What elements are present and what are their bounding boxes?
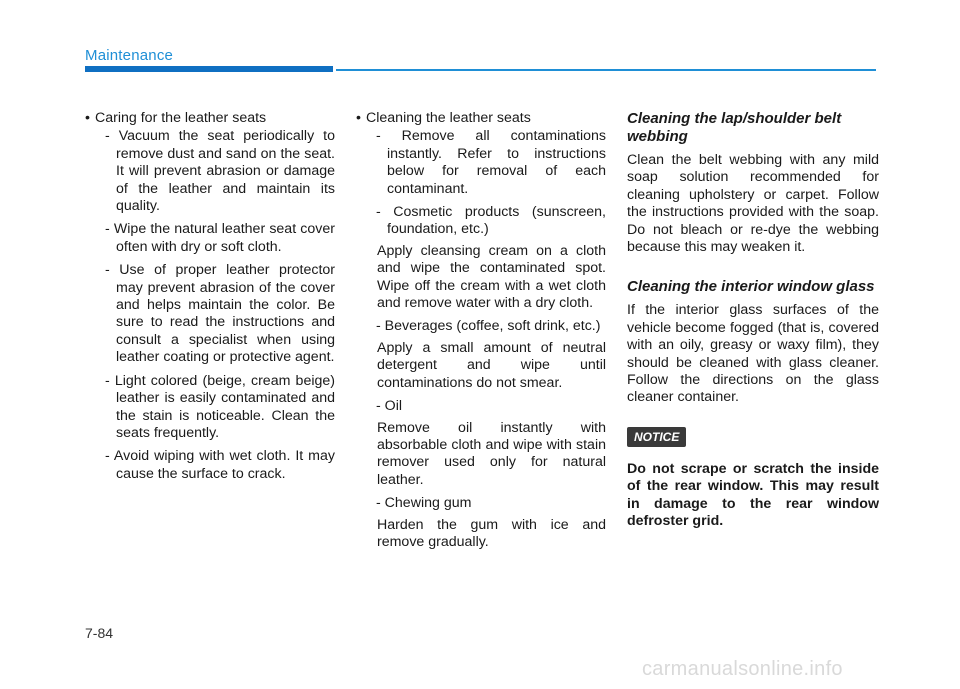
list-item: - Oil xyxy=(376,398,403,415)
list-item: - Remove all contaminations instantly. Refer to instructions below for removal of each contaminant. xyxy=(376,128,606,197)
notice-text: Do not scrape or scratch the inside of the rear window. This may result in damage to the rear window defroster grid. xyxy=(627,460,879,530)
column-leather-care xyxy=(85,110,335,489)
paragraph-glass: If the interior glass surfaces of the vehicle become fogged (that is, covered with an oily, greasy or waxy film), they should be cleaned with glass cleaner. Follow the directions on the glass cleaner container. xyxy=(627,302,879,406)
bullet-icon: • xyxy=(356,110,361,126)
list-item: - Light colored (beige, cream beige) leather is easily contaminated and the stain is noticeable. Clean the seats frequently. xyxy=(105,372,335,441)
page-number: 7-84 xyxy=(85,625,114,641)
list-item: - Beverages (coffee, soft drink, etc.) xyxy=(376,318,601,335)
list-item: - Cosmetic products (sunscreen, foundation, etc.) xyxy=(376,204,606,238)
list-item-detail: Remove oil instantly with absorbable cloth and wipe with stain remover used only for natural leather. xyxy=(377,419,606,488)
list-item-detail: Harden the gum with ice and remove gradually. xyxy=(377,516,606,550)
bullet-icon: • xyxy=(85,110,90,126)
list-item: - Avoid wiping with wet cloth. It may cause the surface to crack. xyxy=(105,448,335,482)
list-item: - Vacuum the seat periodically to remove dust and sand on the seat. It will prevent abrasion or damage of the leather and maintain its quality. xyxy=(105,128,335,215)
section-header: Maintenance xyxy=(85,47,174,64)
list-item-detail: Apply cleansing cream on a cloth and wipe the contaminated spot. Wipe off the cream with a wet cloth and remove water with a dry cloth. xyxy=(377,242,606,312)
section-title-glass: Cleaning the interior window glass xyxy=(627,278,875,296)
section-title-belt: Cleaning the lap/shoulder belt webbing xyxy=(627,110,842,145)
header-rule-dark xyxy=(85,66,333,72)
notice-badge: NOTICE xyxy=(627,427,686,447)
bullet-text: Cleaning the leather seats xyxy=(366,110,531,126)
column-leather-cleaning xyxy=(356,110,606,557)
list-item: - Chewing gum xyxy=(376,495,472,512)
list-item: - Wipe the natural leather seat cover often with dry or soft cloth. xyxy=(105,221,335,255)
header-rule-light xyxy=(336,69,876,71)
watermark: carmanualsonline.info xyxy=(642,658,843,680)
paragraph-belt: Clean the belt webbing with any mild soap solution recommended for cleaning upholstery or carpet. Follow the instructions provided with the soap. Do not bleach or re-dye the webbing because this may weaken it. xyxy=(627,152,879,256)
list-item: - Use of proper leather protector may prevent abrasion of the cover and helps maintain the color. Be sure to read the instructions and consult a specialist when using leather coating or protective agent. xyxy=(105,262,335,366)
bullet-heading xyxy=(356,110,606,127)
column-belt-and-glass xyxy=(627,110,879,531)
bullet-text: Caring for the leather seats xyxy=(95,110,267,126)
bullet-heading xyxy=(85,110,335,127)
list-item-detail: Apply a small amount of neutral detergent and wipe until contaminations do not smear. xyxy=(377,339,606,391)
